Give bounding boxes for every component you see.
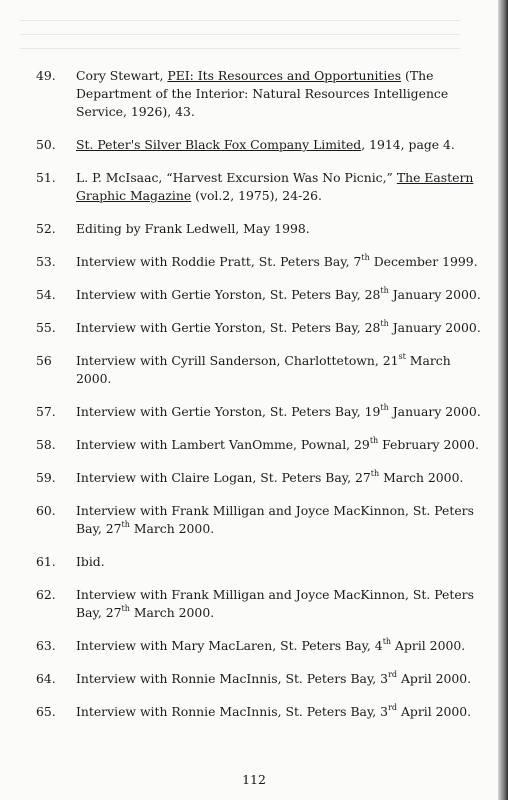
endnote-57 [36, 403, 488, 421]
note-number: 65. [36, 704, 56, 719]
note-number: 55. [36, 320, 56, 335]
note-number: 52. [36, 221, 56, 236]
note-number: 63. [36, 638, 56, 653]
endnote-64 [36, 670, 488, 688]
note-text: Interview with Ronnie MacInnis, St. Peters Bay, 3rd April 2000. [76, 702, 472, 719]
note-text: Ibid. [76, 554, 105, 569]
note-text: Interview with Gertie Yorston, St. Peters Bay, 28th January 2000. [76, 285, 481, 302]
show-through-text [20, 20, 460, 60]
note-number: 53. [36, 254, 56, 269]
endnote-56 [36, 352, 488, 388]
endnote-60 [36, 502, 488, 538]
endnote-59 [36, 469, 488, 487]
endnote-63 [36, 637, 488, 655]
endnote-54 [36, 286, 488, 304]
endnote-51 [36, 169, 488, 205]
endnote-55 [36, 319, 488, 337]
note-text: Interview with Cyrill Sanderson, Charlottetown, 21st March 2000. [76, 351, 451, 386]
note-number: 59. [36, 470, 56, 485]
note-text: Interview with Lambert VanOmme, Pownal, 29th February 2000. [76, 435, 479, 452]
book-spine-shadow [498, 0, 508, 800]
note-text: Interview with Gertie Yorston, St. Peters Bay, 28th January 2000. [76, 318, 481, 335]
endnote-50 [36, 136, 488, 154]
note-number: 56 [36, 353, 52, 368]
note-text: Interview with Gertie Yorston, St. Peters Bay, 19th January 2000. [76, 402, 481, 419]
note-text: L. P. McIsaac, “Harvest Excursion Was No Picnic,” The Eastern Graphic Magazine (vol.2, 1975), 24-26. [76, 170, 474, 203]
page-number: 112 [242, 772, 266, 787]
endnotes-list [36, 67, 488, 736]
note-text: Interview with Ronnie MacInnis, St. Peters Bay, 3rd April 2000. [76, 669, 472, 686]
note-number: 64. [36, 671, 56, 686]
note-number: 54. [36, 287, 56, 302]
note-text: St. Peter's Silver Black Fox Company Limited, 1914, page 4. [76, 137, 455, 152]
note-text: Interview with Roddie Pratt, St. Peters Bay, 7th December 1999. [76, 252, 478, 269]
endnote-53 [36, 253, 488, 271]
endnote-62 [36, 586, 488, 622]
note-number: 62. [36, 587, 56, 602]
note-number: 58. [36, 437, 56, 452]
underlined-title: St. Peter's Silver Black Fox Company Limited [76, 137, 362, 152]
endnote-52 [36, 220, 488, 238]
note-number: 57. [36, 404, 56, 419]
note-text: Interview with Claire Logan, St. Peters Bay, 27th March 2000. [76, 468, 464, 485]
note-text: Editing by Frank Ledwell, May 1998. [76, 221, 310, 236]
underlined-title: PEI: Its Resources and Opportunities [167, 68, 402, 83]
endnote-49 [36, 67, 488, 121]
note-text: Interview with Frank Milligan and Joyce MacKinnon, St. Peters Bay, 27th March 2000. [76, 503, 474, 536]
note-number: 60. [36, 503, 56, 518]
note-text: Cory Stewart, PEI: Its Resources and Opportunities (The Department of the Interior: Natural Resources Intelligence Service, 1926), 43. [76, 68, 449, 119]
underlined-title: The Eastern Graphic Magazine [76, 170, 474, 203]
note-number: 51. [36, 170, 56, 185]
endnote-65 [36, 703, 488, 721]
note-number: 50. [36, 137, 56, 152]
note-text: Interview with Frank Milligan and Joyce MacKinnon, St. Peters Bay, 27th March 2000. [76, 587, 474, 620]
note-number: 49. [36, 68, 56, 83]
endnote-58 [36, 436, 488, 454]
endnote-61 [36, 553, 488, 571]
note-text: Interview with Mary MacLaren, St. Peters Bay, 4th April 2000. [76, 636, 466, 653]
note-number: 61. [36, 554, 56, 569]
